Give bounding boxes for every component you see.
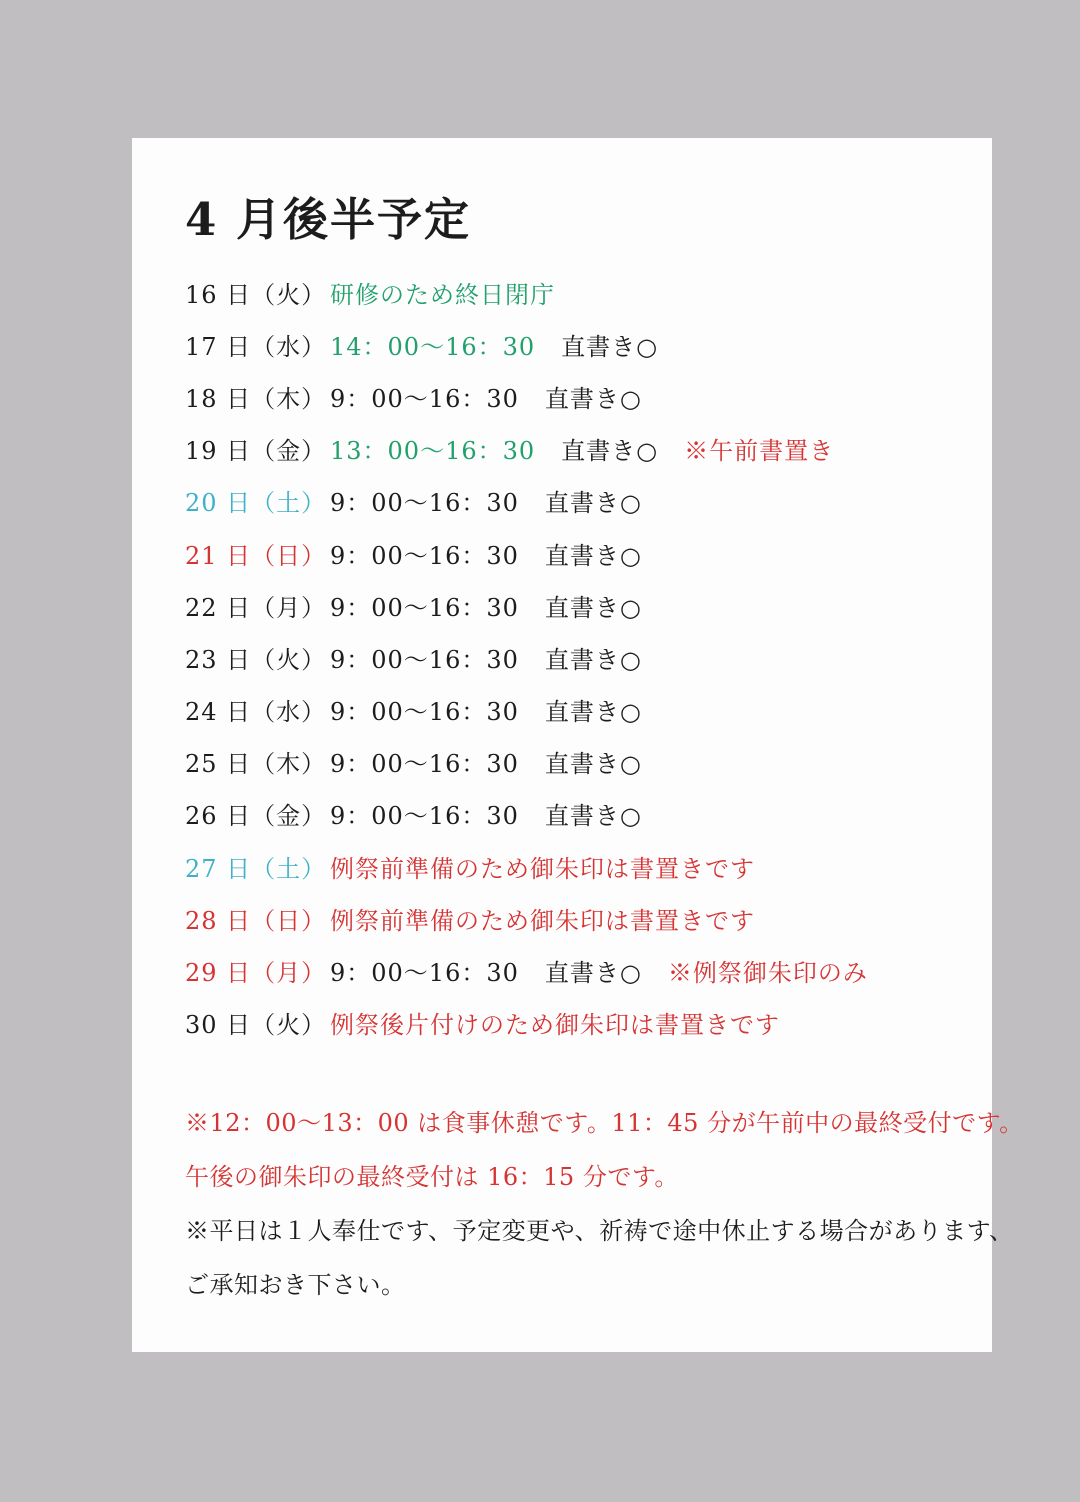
row-segment: 直書き○ <box>561 437 659 466</box>
row-date: 25 日（木） <box>185 750 327 779</box>
row-date: 17 日（水） <box>185 332 327 361</box>
schedule-page <box>132 138 1024 1352</box>
row-date: 27 日（土） <box>185 854 327 883</box>
row-segment: 直書き○ <box>561 332 659 361</box>
row-segments <box>330 901 755 936</box>
row-segment: 直書き○ <box>544 750 642 779</box>
row-segment: 直書き○ <box>544 384 642 413</box>
row-date: 26 日（金） <box>185 802 327 831</box>
schedule-row <box>185 684 972 736</box>
row-segment: 例祭前準備のため御朱印は書置きです <box>330 854 755 883</box>
row-date: 20 日（土） <box>185 489 327 518</box>
schedule-row <box>185 579 972 631</box>
schedule-row <box>185 944 972 996</box>
row-segments <box>330 796 642 831</box>
row-segments <box>330 849 755 884</box>
row-date: 16 日（火） <box>185 280 327 309</box>
row-segments <box>330 588 642 623</box>
row-segment: 9：00～16：30 <box>330 959 519 988</box>
note-line: ※平日は１人奉仕です、予定変更や、祈祷で途中休止する場合があります、 <box>185 1217 1014 1245</box>
schedule-row <box>185 423 972 475</box>
row-segment: 直書き○ <box>544 489 642 518</box>
notes-section <box>185 1096 1024 1312</box>
row-segment: 例祭前準備のため御朱印は書置きです <box>330 906 755 935</box>
row-segment: 直書き○ <box>544 593 642 622</box>
row-segment: 直書き○ <box>544 959 642 988</box>
row-segment: 9：00～16：30 <box>330 698 519 727</box>
row-segment: 例祭後片付けのため御朱印は書置きです <box>330 1011 780 1040</box>
schedule-row <box>185 631 972 683</box>
row-segments <box>330 431 834 466</box>
row-segments <box>330 1005 780 1040</box>
row-date: 18 日（木） <box>185 384 327 413</box>
row-segment: 13：00～16：30 <box>330 437 536 466</box>
schedule-row <box>185 527 972 579</box>
row-date: 28 日（日） <box>185 906 327 935</box>
row-segments <box>330 379 642 414</box>
page-title: 4 月後半予定 <box>185 193 471 246</box>
row-segment: 直書き○ <box>544 698 642 727</box>
row-segment: 直書き○ <box>544 802 642 831</box>
row-date: 29 日（月） <box>185 959 327 988</box>
row-segment: 9：00～16：30 <box>330 593 519 622</box>
row-segments <box>330 275 555 310</box>
row-segments <box>330 327 658 362</box>
note-line: ご承知おき下さい。 <box>185 1271 406 1299</box>
row-segment: ※例祭御朱印のみ <box>667 959 868 988</box>
row-segment: 直書き○ <box>544 541 642 570</box>
schedule-row <box>185 736 972 788</box>
row-date: 30 日（火） <box>185 1011 327 1040</box>
schedule-rows <box>185 266 972 1049</box>
row-date: 19 日（金） <box>185 437 327 466</box>
schedule-row <box>185 318 972 370</box>
schedule-row <box>185 370 972 422</box>
row-segments <box>330 640 642 675</box>
note-line: ※12：00～13：00 は食事休憩です。11：45 分が午前中の最終受付です。 <box>185 1109 1024 1137</box>
row-segment: 14：00～16：30 <box>330 332 536 361</box>
row-date: 22 日（月） <box>185 593 327 622</box>
row-segment: 9：00～16：30 <box>330 802 519 831</box>
schedule-row <box>185 892 972 944</box>
row-date: 24 日（水） <box>185 698 327 727</box>
row-segment: 直書き○ <box>544 645 642 674</box>
schedule-row <box>185 840 972 892</box>
row-segment: 9：00～16：30 <box>330 750 519 779</box>
row-segment: 9：00～16：30 <box>330 541 519 570</box>
row-segments <box>330 953 868 988</box>
row-date: 23 日（火） <box>185 645 327 674</box>
row-segment: 9：00～16：30 <box>330 384 519 413</box>
note-line: 午後の御朱印の最終受付は 16：15 分です。 <box>185 1163 679 1191</box>
row-date: 21 日（日） <box>185 541 327 570</box>
schedule-row <box>185 788 972 840</box>
schedule-row <box>185 266 972 318</box>
row-segment: ※午前書置き <box>684 437 835 466</box>
row-segment: 9：00～16：30 <box>330 645 519 674</box>
row-segments <box>330 744 642 779</box>
row-segments <box>330 536 642 571</box>
schedule-row <box>185 475 972 527</box>
row-segment: 研修のため終日閉庁 <box>330 280 555 309</box>
row-segments <box>330 692 642 727</box>
row-segments <box>330 483 642 518</box>
row-segment: 9：00～16：30 <box>330 489 519 518</box>
schedule-row <box>185 997 972 1049</box>
